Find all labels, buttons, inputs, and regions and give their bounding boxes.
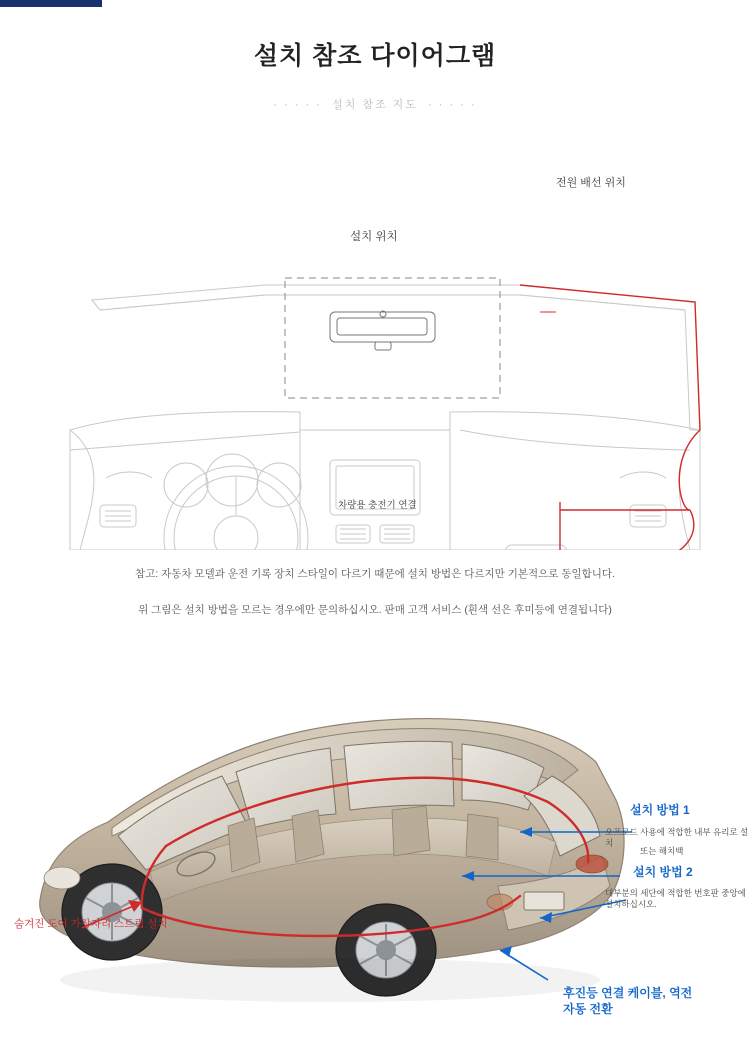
dashboard-line-diagram [0, 130, 750, 550]
note-line-1: 참고: 자동차 모델과 운전 기록 장치 스타일이 다르기 때문에 설치 방법은 다르지만 기본적으로 동일합니다. [135, 568, 615, 580]
callout-method-2: 설치 방법 2 [633, 865, 693, 879]
subtitle-decor-right: · · · · · [428, 99, 477, 111]
subtitle-text: 설치 참조 지도 [332, 99, 418, 111]
label-power-wiring: 전원 배선 위치 [556, 177, 626, 189]
callout-door-strip: 숨겨진 도어 가장자리 스트립 설치 [14, 918, 168, 930]
callout-method-2-sub: 대부분의 세단에 적합한 번호판 중앙에 설치하십시오. [605, 888, 746, 910]
callout-method-1: 설치 방법 1 [630, 803, 690, 817]
label-install-position: 설치 위치 [350, 231, 398, 243]
callout-method-1-sub2: 또는 해치백 [640, 846, 684, 856]
label-car-charger: 차량용 충전기 연결 [338, 500, 417, 511]
note-line-2: 위 그림은 설치 방법을 모르는 경우에만 문의하십시오. 판매 고객 서비스 (흰색 선은 후미등에 연결됩니다) [138, 604, 612, 616]
page-title: 설치 참조 다이어그램 [253, 42, 497, 70]
callout-reverse-cable: 후진등 연결 케이블, 역전 자동 전환 [563, 986, 693, 1017]
subtitle-decor-left: · · · · · [273, 99, 322, 111]
top-accent-bar [0, 0, 102, 7]
page-subtitle [0, 96, 750, 112]
callout-method-1-sub: 오프로드 사용에 적합한 내부 유리로 설치 [605, 827, 749, 849]
